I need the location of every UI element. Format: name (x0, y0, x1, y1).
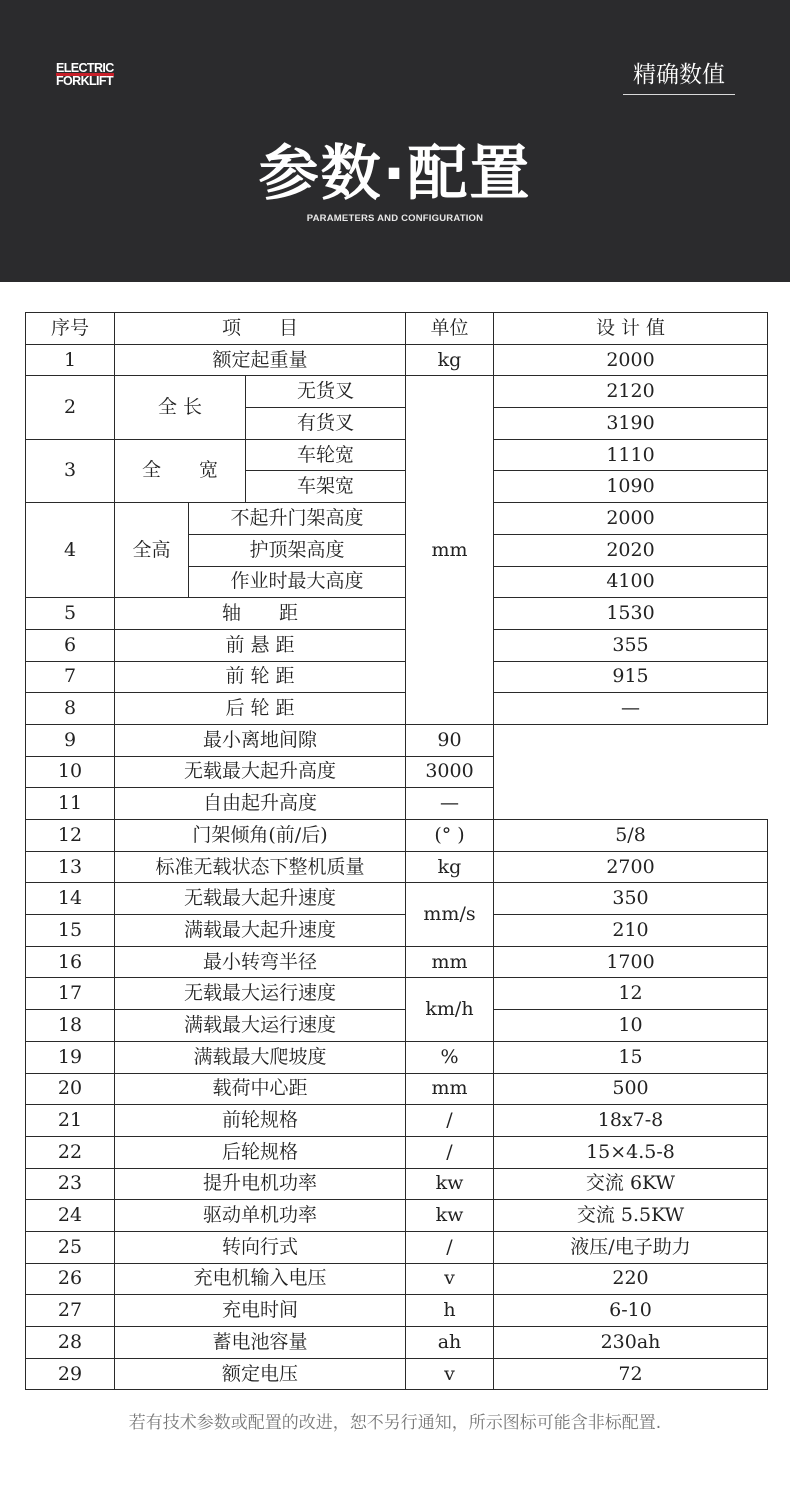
row-unit: kw (406, 1168, 494, 1200)
row-value: 5/8 (494, 820, 768, 852)
row-no: 22 (26, 1136, 115, 1168)
table-row (26, 1073, 768, 1105)
row-value: 210 (494, 915, 768, 947)
row-subitem: 护顶架高度 (189, 534, 406, 566)
table-row (26, 915, 768, 947)
row-item: 充电机输入电压 (115, 1263, 406, 1295)
table-header-row (26, 313, 768, 345)
table-row (26, 978, 768, 1010)
table-row (26, 946, 768, 978)
row-value: 交流 5.5KW (494, 1200, 768, 1232)
row-value: 交流 6KW (494, 1168, 768, 1200)
row-value: — (406, 788, 494, 820)
row-no: 20 (26, 1073, 115, 1105)
row-no: 7 (26, 661, 115, 693)
table-row (26, 503, 768, 535)
row-item: 标准无载状态下整机质量 (115, 851, 406, 883)
row-item: 门架倾角(前/后) (115, 820, 406, 852)
row-value: 10 (494, 1010, 768, 1042)
table-row (26, 661, 768, 693)
row-subitem: 车架宽 (246, 471, 406, 503)
table-row (26, 1105, 768, 1137)
page-subtitle: PARAMETERS AND CONFIGURATION (306, 213, 484, 224)
group-label-width: 全 宽 (115, 439, 246, 502)
table-row (26, 1231, 768, 1263)
header-item: 项 目 (115, 313, 406, 345)
row-value: 915 (494, 661, 768, 693)
row-value: 2700 (494, 851, 768, 883)
group-label-length: 全 长 (115, 376, 246, 439)
row-item: 后轮规格 (115, 1136, 406, 1168)
row-unit: / (406, 1136, 494, 1168)
table-row (26, 344, 768, 376)
row-item: 后 轮 距 (115, 693, 406, 725)
row-value: 15 (494, 1041, 768, 1073)
table-row (26, 724, 768, 756)
header-value: 设 计 值 (494, 313, 768, 345)
row-no: 9 (26, 724, 115, 756)
row-unit: kg (406, 851, 494, 883)
row-item: 载荷中心距 (115, 1073, 406, 1105)
row-no: 14 (26, 883, 115, 915)
row-item: 满载最大爬坡度 (115, 1041, 406, 1073)
row-value: 2000 (494, 344, 768, 376)
row-value: 220 (494, 1263, 768, 1295)
table-row (26, 376, 768, 408)
table-row (26, 1263, 768, 1295)
row-subitem: 作业时最大高度 (189, 566, 406, 598)
row-value: 18x7-8 (494, 1105, 768, 1137)
row-no: 24 (26, 1200, 115, 1232)
row-value: 230ah (494, 1327, 768, 1359)
table-row (26, 629, 768, 661)
row-item: 最小离地间隙 (115, 724, 406, 756)
row-no: 2 (26, 376, 115, 439)
row-unit: kg (406, 344, 494, 376)
row-unit: mm (406, 1073, 494, 1105)
row-no: 11 (26, 788, 115, 820)
row-item: 自由起升高度 (115, 788, 406, 820)
row-item: 无载最大起升高度 (115, 756, 406, 788)
row-value: 液压/电子助力 (494, 1231, 768, 1263)
row-no: 18 (26, 1010, 115, 1042)
merged-unit-mm: mm (406, 376, 494, 725)
brand-logo (56, 62, 114, 88)
row-unit: ah (406, 1327, 494, 1359)
row-value: 2020 (494, 534, 768, 566)
row-unit: kw (406, 1200, 494, 1232)
row-value: 2000 (494, 503, 768, 535)
row-value: 72 (494, 1358, 768, 1390)
table-row (26, 1010, 768, 1042)
precise-values-badge: 精确数值 (623, 56, 735, 95)
table-row (26, 1136, 768, 1168)
table-row (26, 1327, 768, 1359)
row-item: 前 轮 距 (115, 661, 406, 693)
table-row (26, 883, 768, 915)
table-row (26, 1168, 768, 1200)
row-no: 8 (26, 693, 115, 725)
table-row (26, 1041, 768, 1073)
row-value: 1700 (494, 946, 768, 978)
row-unit: v (406, 1358, 494, 1390)
row-value: 12 (494, 978, 768, 1010)
row-no: 12 (26, 820, 115, 852)
table-row (26, 788, 768, 820)
row-subitem: 车轮宽 (246, 439, 406, 471)
row-unit: % (406, 1041, 494, 1073)
row-item: 充电时间 (115, 1295, 406, 1327)
header-no: 序号 (26, 313, 115, 345)
header-unit: 单位 (406, 313, 494, 345)
row-value: 1530 (494, 598, 768, 630)
table-row (26, 598, 768, 630)
table-row (26, 851, 768, 883)
row-unit: v (406, 1263, 494, 1295)
row-item: 额定起重量 (115, 344, 406, 376)
row-value: 3000 (406, 756, 494, 788)
row-value: 90 (406, 724, 494, 756)
merged-unit-travel-speed: km/h (406, 978, 494, 1041)
page-title: 参数·配置 (258, 139, 532, 209)
logo-line-1: ELECTRIC (56, 61, 114, 75)
table-row (26, 439, 768, 471)
row-value: 350 (494, 883, 768, 915)
row-no: 4 (26, 503, 115, 598)
row-value: 4100 (494, 566, 768, 598)
row-value: 2120 (494, 376, 768, 408)
row-value: 3190 (494, 408, 768, 440)
row-item: 无载最大运行速度 (115, 978, 406, 1010)
row-item: 满载最大起升速度 (115, 915, 406, 947)
row-no: 28 (26, 1327, 115, 1359)
row-value: 6-10 (494, 1295, 768, 1327)
row-unit: / (406, 1231, 494, 1263)
table-row (26, 693, 768, 725)
row-no: 17 (26, 978, 115, 1010)
row-value: 1110 (494, 439, 768, 471)
row-item: 满载最大运行速度 (115, 1010, 406, 1042)
merged-unit-lift-speed: mm/s (406, 883, 494, 946)
row-no: 25 (26, 1231, 115, 1263)
row-subitem: 无货叉 (246, 376, 406, 408)
row-no: 5 (26, 598, 115, 630)
group-label-height: 全高 (115, 503, 189, 598)
row-unit: / (406, 1105, 494, 1137)
row-no: 15 (26, 915, 115, 947)
table-row (26, 820, 768, 852)
row-item: 驱动单机功率 (115, 1200, 406, 1232)
row-subitem: 不起升门架高度 (189, 503, 406, 535)
table-row (26, 1200, 768, 1232)
row-no: 16 (26, 946, 115, 978)
row-item: 前 悬 距 (115, 629, 406, 661)
row-item: 无载最大起升速度 (115, 883, 406, 915)
row-value: 500 (494, 1073, 768, 1105)
row-item: 前轮规格 (115, 1105, 406, 1137)
disclaimer-footnote: 若有技术参数或配置的改进，恕不另行通知，所示图标可能含非标配置. (128, 1413, 662, 1433)
row-no: 23 (26, 1168, 115, 1200)
row-no: 6 (26, 629, 115, 661)
header-banner (0, 0, 790, 282)
spec-table (25, 312, 768, 1390)
row-no: 29 (26, 1358, 115, 1390)
row-no: 27 (26, 1295, 115, 1327)
row-no: 1 (26, 344, 115, 376)
row-item: 提升电机功率 (115, 1168, 406, 1200)
row-no: 26 (26, 1263, 115, 1295)
row-item: 轴 距 (115, 598, 406, 630)
row-value: 15×4.5-8 (494, 1136, 768, 1168)
row-unit: h (406, 1295, 494, 1327)
row-value: 355 (494, 629, 768, 661)
row-unit: mm (406, 946, 494, 978)
table-row (26, 1295, 768, 1327)
row-item: 额定电压 (115, 1358, 406, 1390)
row-subitem: 有货叉 (246, 408, 406, 440)
row-no: 13 (26, 851, 115, 883)
row-unit: (° ) (406, 820, 494, 852)
row-no: 3 (26, 439, 115, 502)
row-item: 最小转弯半径 (115, 946, 406, 978)
table-row (26, 756, 768, 788)
row-item: 转向行式 (115, 1231, 406, 1263)
row-value: 1090 (494, 471, 768, 503)
row-no: 19 (26, 1041, 115, 1073)
logo-line-2: FORKLIFT (56, 74, 113, 88)
row-no: 21 (26, 1105, 115, 1137)
row-value: — (494, 693, 768, 725)
row-no: 10 (26, 756, 115, 788)
table-row (26, 1358, 768, 1390)
row-item: 蓄电池容量 (115, 1327, 406, 1359)
